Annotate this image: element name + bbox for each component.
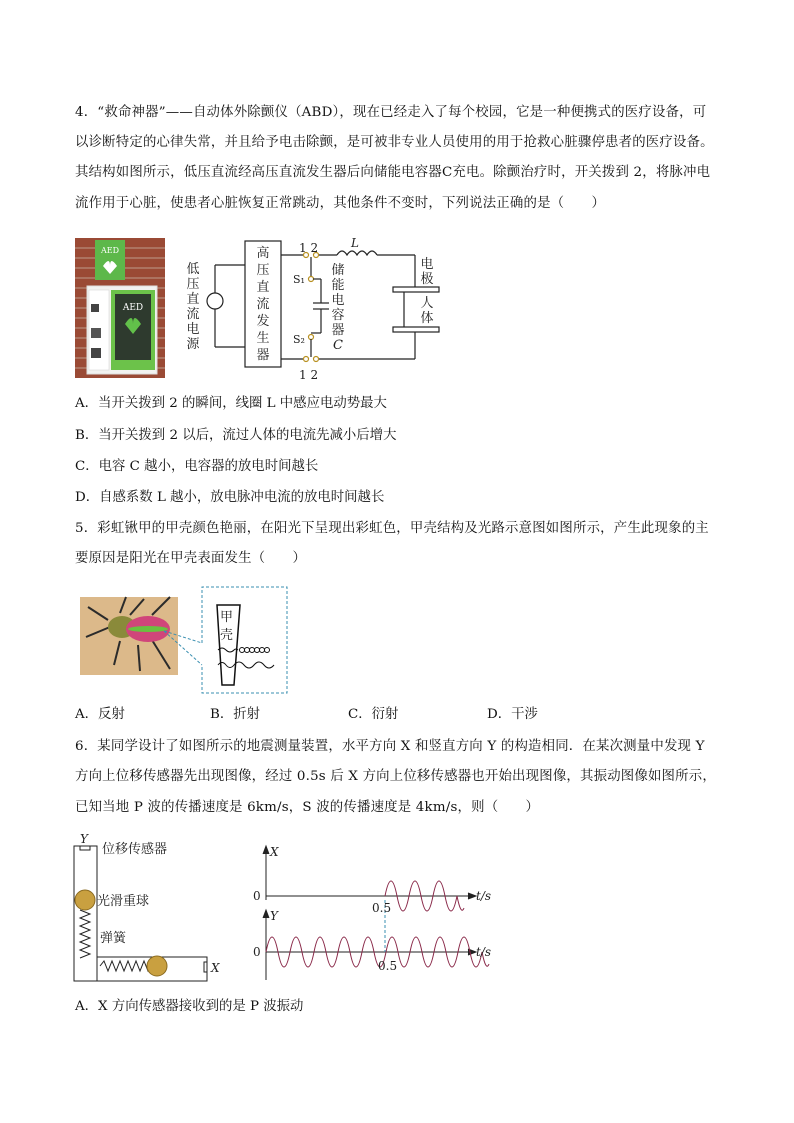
svg-text:压: 压 bbox=[186, 277, 200, 292]
svg-text:1 2: 1 2 bbox=[299, 241, 319, 255]
q5-option-c: C．衍射 bbox=[348, 707, 399, 722]
svg-text:Y: Y bbox=[270, 909, 278, 923]
svg-text:C: C bbox=[333, 338, 343, 353]
svg-text:发: 发 bbox=[256, 314, 270, 329]
q4-line-2: 以诊断特定的心律失常，并且给予电击除颤，是可被非专业人员使用的用于抢救心脏骤停患者的医疗设备。 bbox=[75, 135, 714, 150]
svg-text:器: 器 bbox=[256, 348, 270, 363]
svg-text:高: 高 bbox=[256, 246, 270, 261]
svg-text:X: X bbox=[211, 961, 220, 975]
q6-line-3: 已知当地 P 波的传播速度是 6km/s，S 波的传播速度是 4km/s，则（ ） bbox=[75, 800, 540, 815]
seismometer-device bbox=[70, 832, 245, 984]
svg-text:人: 人 bbox=[420, 296, 434, 311]
svg-text:t/s: t/s bbox=[476, 945, 492, 959]
q4-option-c: C．电容 C 越小，电容器的放电时间越长 bbox=[75, 459, 319, 474]
svg-text:体: 体 bbox=[420, 311, 434, 326]
aed-circuit-diagram bbox=[175, 235, 445, 380]
svg-text:电: 电 bbox=[331, 293, 345, 308]
svg-text:低: 低 bbox=[186, 262, 200, 277]
aed-photo bbox=[75, 238, 165, 378]
q4-option-b: B．当开关拨到 2 以后，流过人体的电流先减小后增大 bbox=[75, 428, 397, 443]
svg-text:器: 器 bbox=[331, 323, 345, 338]
q4-line-4: 流作用于心脏，使患者心脏恢复正常跳动，其他条件不变时，下列说法正确的是（ ） bbox=[75, 196, 606, 211]
q4-line-1: 4．“救命神器”——自动体外除颤仪（ABD），现在已经走入了每个校园，它是一种便携式的医疗设备，可 bbox=[75, 105, 707, 120]
svg-text:流: 流 bbox=[186, 307, 200, 322]
beetle-figure bbox=[80, 585, 290, 695]
svg-text:位移传感器: 位移传感器 bbox=[102, 842, 168, 857]
svg-text:S₁: S₁ bbox=[293, 273, 305, 286]
q5-line-2: 要原因是阳光在甲壳表面发生（ ） bbox=[75, 551, 307, 566]
svg-text:弹簧: 弹簧 bbox=[100, 931, 127, 946]
q4-option-a: A．当开关拨到 2 的瞬间，线圈 L 中感应电动势最大 bbox=[75, 396, 387, 411]
svg-text:直: 直 bbox=[256, 280, 270, 295]
svg-text:壳: 壳 bbox=[220, 628, 234, 643]
q6-line-2: 方向上位移传感器先出现图像，经过 0.5s 后 X 方向上位移传感器也开始出现图像，其振动图像如图所示， bbox=[75, 769, 716, 784]
svg-text:0.5: 0.5 bbox=[378, 959, 398, 973]
q5-option-d: D．干涉 bbox=[487, 707, 538, 722]
svg-text:极: 极 bbox=[420, 272, 434, 287]
vibration-graphs bbox=[248, 840, 508, 985]
svg-text:t/s: t/s bbox=[476, 889, 492, 903]
svg-text:0.5: 0.5 bbox=[372, 901, 392, 915]
svg-text:AED: AED bbox=[122, 303, 144, 313]
svg-text:甲: 甲 bbox=[220, 610, 234, 625]
q5-line-1: 5．彩虹锹甲的甲壳颜色艳丽，在阳光下呈现出彩虹色，甲壳结构及光路示意图如图所示，产生此现象的主 bbox=[75, 521, 709, 536]
svg-text:储: 储 bbox=[331, 263, 345, 278]
q5-option-a: A．反射 bbox=[75, 707, 125, 722]
svg-text:0: 0 bbox=[253, 889, 261, 903]
svg-text:0: 0 bbox=[253, 945, 261, 959]
svg-text:直: 直 bbox=[186, 292, 200, 307]
svg-text:光滑重球: 光滑重球 bbox=[97, 894, 150, 909]
q4-option-d: D．自感系数 L 越小，放电脉冲电流的放电时间越长 bbox=[75, 490, 385, 505]
q5-option-b: B．折射 bbox=[210, 707, 261, 722]
svg-text:源: 源 bbox=[186, 337, 200, 352]
svg-text:压: 压 bbox=[256, 263, 270, 278]
svg-text:L: L bbox=[351, 236, 359, 250]
svg-text:电: 电 bbox=[420, 257, 434, 272]
svg-text:1 2: 1 2 bbox=[299, 368, 319, 380]
svg-text:S₂: S₂ bbox=[293, 333, 305, 346]
svg-text:能: 能 bbox=[331, 278, 345, 293]
svg-text:流: 流 bbox=[256, 297, 270, 312]
svg-text:容: 容 bbox=[331, 308, 345, 323]
q4-line-3: 其结构如图所示，低压直流经高压直流发生器后向储能电容器C充电。除颤治疗时，开关拨到 2，将脉冲电 bbox=[75, 165, 711, 180]
svg-text:电: 电 bbox=[186, 322, 200, 337]
svg-text:AED: AED bbox=[100, 246, 120, 255]
q6-option-a: A．X 方向传感器接收到的是 P 波振动 bbox=[75, 999, 304, 1014]
svg-text:生: 生 bbox=[256, 331, 270, 346]
svg-text:Y: Y bbox=[80, 832, 88, 846]
svg-text:X: X bbox=[270, 845, 279, 859]
q6-line-1: 6．某同学设计了如图所示的地震测量装置，水平方向 X 和竖直方向 Y 的构造相同．在某次测量中发现 Y bbox=[75, 739, 705, 754]
